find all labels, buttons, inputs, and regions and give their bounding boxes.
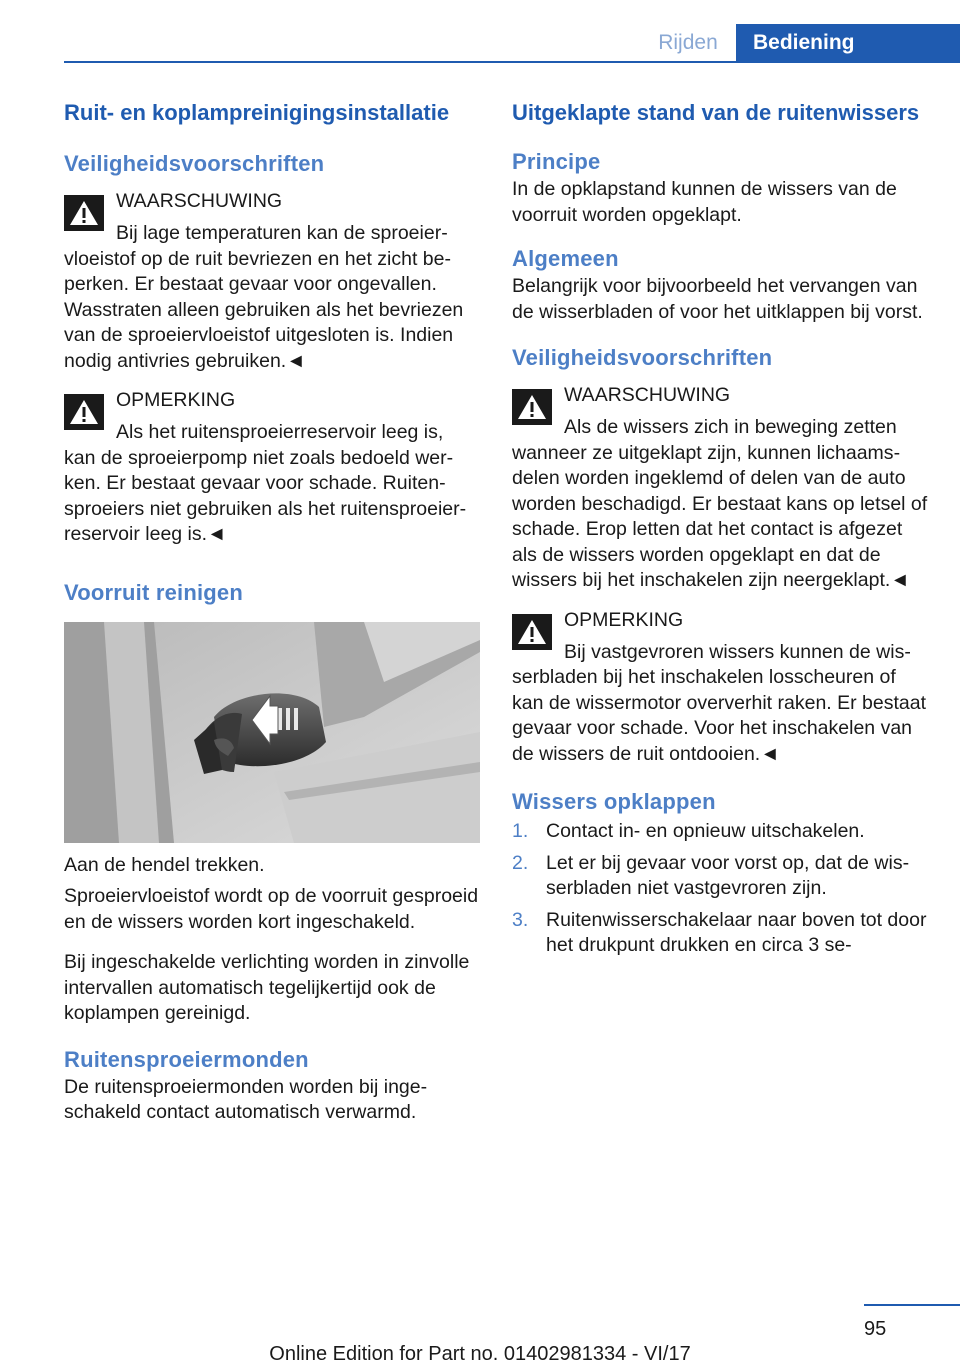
section-title: Uitgeklapte stand van de ruitenwissers — [512, 100, 920, 125]
section-title: Ruit- en koplampreinigingsinstallatie — [64, 100, 450, 125]
warning-label: WAARSCHUWING — [116, 190, 283, 212]
page-header — [0, 0, 960, 62]
section-tab-bediening[interactable]: Bediening — [736, 24, 960, 62]
fold-steps-list — [512, 819, 928, 959]
left-column — [64, 100, 480, 1126]
list-item — [512, 819, 928, 845]
step-number: 1. — [512, 820, 529, 842]
note-notice — [64, 388, 480, 548]
pull-lever-text: Aan de hendel trekken. — [64, 853, 265, 876]
warning-label: WAARSCHUWING — [564, 384, 731, 406]
warning-text: Bij lage temperaturen kan de sproeiervloeistof op de ruit bevriezen en het zicht beperken. Er bestaat gevaar voor ongevallen. Wasstraten alleen gebruiken als het bevriezen van de sproeiervloeistof uitgesloten is. Indien nodig antivries gebruiken.◄ — [64, 222, 464, 372]
warning-notice — [512, 383, 928, 594]
list-item — [512, 908, 928, 959]
note-text: Bij vastgevroren wissers kunnen de wisserbladen bij het inschakelen losscheuren of kan de wissermotor oververhit raken. Er bestaat gevaar voor schade. Voor het inschakelen van de wissers de ruit ontdooien.◄ — [512, 640, 927, 765]
note-label: OPMERKING — [116, 389, 236, 411]
warning-notice — [64, 189, 480, 374]
nozzles-text: De ruitensproeiermonden worden bij ingeschakeld contact automatisch verwarmd. — [64, 1075, 428, 1123]
safety-heading: Veiligheidsvoorschriften — [512, 345, 773, 370]
note-notice — [512, 608, 928, 768]
warning-text: Als de wissers zich in beweging zetten wanneer ze uitgeklapt zijn, kunnen lichaamsdelen worden ingeklemd of delen van de auto worden beschadigd. Er bestaat kans op letsel of schade. Erop letten dat het contact is afgezet als de wissers worden opgeklapt en dat de wissers bij het inschakelen zijn neergeklapt.◄ — [512, 416, 928, 591]
principle-text: In de opklapstand kunnen de wissers van de voorruit worden opgeklapt. — [512, 178, 897, 226]
header-rule — [64, 61, 960, 63]
wiper-lever-photo — [64, 622, 480, 843]
general-text: Belangrijk voor bijvoorbeeld het vervangen van de wisserbladen of voor het uitklappen bij vorst. — [512, 275, 923, 323]
headlight-cleaning-text: Bij ingeschakelde verlichting worden in zinvolle intervallen automatisch tegelijkertijd ook de koplampen gereinigd. — [64, 951, 470, 1024]
edition-footer: Online Edition for Part no. 01402981334 - VI/17 — [269, 1343, 691, 1365]
step-text: Contact in- en opnieuw uitschakelen. — [546, 820, 865, 842]
spray-text: Sproeiervloeistof wordt op de voorruit gesproeid en de wissers worden kort ingeschakeld. — [64, 885, 479, 933]
right-column — [512, 100, 928, 965]
warning-triangle-icon — [64, 394, 104, 430]
note-label: OPMERKING — [564, 608, 684, 631]
nozzles-heading: Ruitensproeiermonden — [64, 1046, 309, 1072]
warning-triangle-icon — [512, 389, 552, 425]
warning-triangle-icon — [64, 195, 104, 231]
page-number: 95 — [864, 1318, 887, 1340]
safety-heading: Veiligheidsvoorschriften — [64, 151, 325, 176]
note-text: Als het ruitensproeierreservoir leeg is, kan de sproeierpomp niet zoals bedoeld werken. Er bestaat gevaar voor schade. Ruitensproeiers niet gebruiken als het ruitensproeierreservoir leeg is.◄ — [64, 421, 467, 545]
step-number: 3. — [512, 908, 529, 931]
section-tab-rijden[interactable]: Rijden — [658, 31, 718, 54]
step-number: 2. — [512, 851, 529, 874]
footer-rule — [864, 1304, 960, 1306]
list-item — [512, 851, 928, 902]
step-text: Let er bij gevaar voor vorst op, dat de wisserbladen niet vastgevroren zijn. — [546, 851, 910, 899]
general-heading: Algemeen — [512, 246, 619, 271]
fold-heading: Wissers opklappen — [512, 789, 716, 814]
principle-heading: Principe — [512, 149, 601, 174]
warning-triangle-icon — [512, 614, 552, 650]
step-text: Ruitenwisserschakelaar naar boven tot door het drukpunt drukken en circa 3 se- — [546, 908, 927, 956]
clean-heading: Voorruit reinigen — [64, 579, 244, 605]
